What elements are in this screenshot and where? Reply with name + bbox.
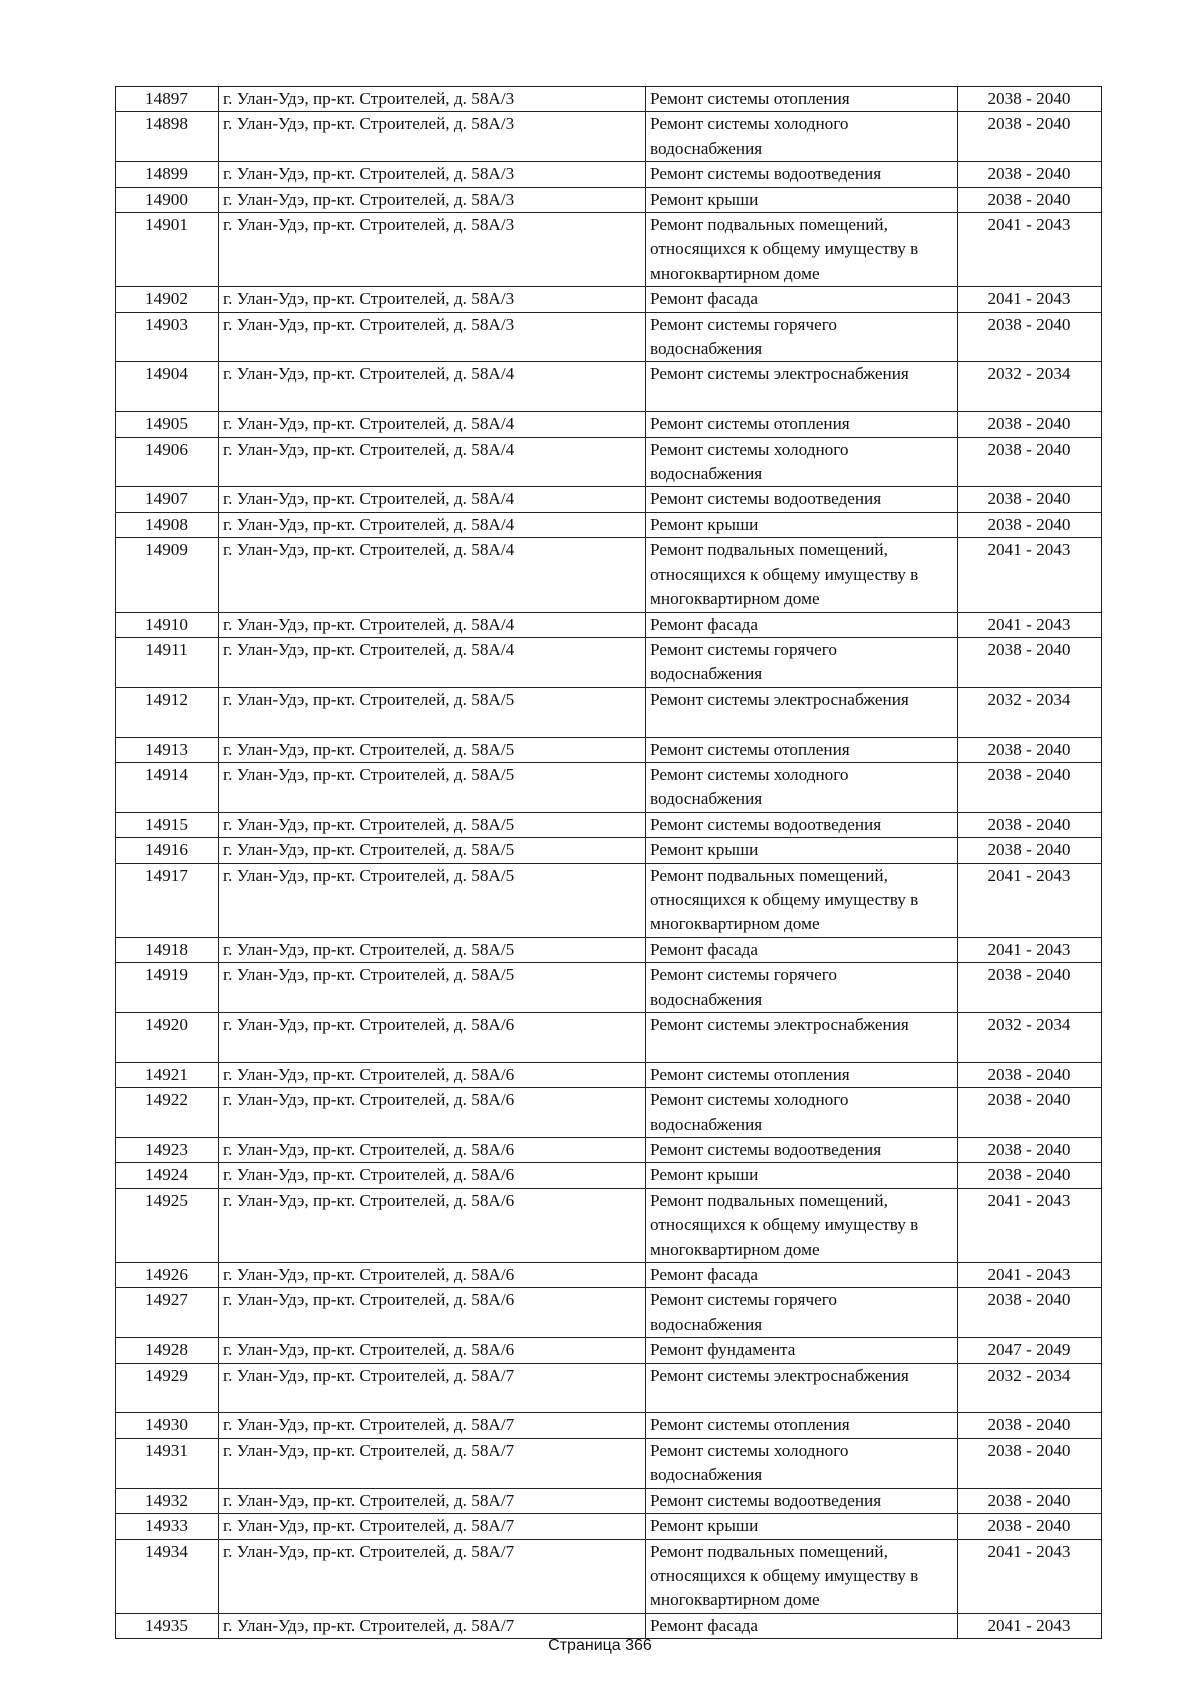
row-number-cell: 14919	[116, 963, 219, 1013]
work-type-cell: Ремонт подвальных помещений, относящихся к общему имуществу в многоквартирном доме	[646, 1188, 958, 1262]
row-number-cell: 14929	[116, 1363, 219, 1413]
row-number-cell: 14905	[116, 412, 219, 437]
period-cell: 2038 - 2040	[958, 437, 1102, 487]
row-number-cell: 14934	[116, 1539, 219, 1613]
work-type-cell: Ремонт подвальных помещений, относящихся к общему имуществу в многоквартирном доме	[646, 863, 958, 937]
work-type-cell: Ремонт фундамента	[646, 1338, 958, 1363]
address-cell: г. Улан-Удэ, пр-кт. Строителей, д. 58А/3	[219, 187, 646, 212]
row-number-cell: 14904	[116, 362, 219, 412]
row-number-cell: 14926	[116, 1263, 219, 1288]
address-cell: г. Улан-Удэ, пр-кт. Строителей, д. 58А/6	[219, 1088, 646, 1138]
table-row	[116, 412, 1102, 437]
address-cell: г. Улан-Удэ, пр-кт. Строителей, д. 58А/3	[219, 162, 646, 187]
work-type-cell: Ремонт крыши	[646, 1163, 958, 1188]
work-type-cell: Ремонт системы холодного водоснабжения	[646, 1438, 958, 1488]
period-cell: 2041 - 2043	[958, 937, 1102, 962]
table-row	[116, 187, 1102, 212]
period-cell: 2032 - 2034	[958, 1013, 1102, 1063]
period-cell: 2038 - 2040	[958, 87, 1102, 112]
address-cell: г. Улан-Удэ, пр-кт. Строителей, д. 58А/4	[219, 437, 646, 487]
row-number-cell: 14912	[116, 687, 219, 737]
address-cell: г. Улан-Удэ, пр-кт. Строителей, д. 58А/5	[219, 687, 646, 737]
period-cell: 2047 - 2049	[958, 1338, 1102, 1363]
address-cell: г. Улан-Удэ, пр-кт. Строителей, д. 58А/6	[219, 1013, 646, 1063]
row-number-cell: 14921	[116, 1062, 219, 1087]
period-cell: 2041 - 2043	[958, 1188, 1102, 1262]
table-row	[116, 1363, 1102, 1413]
period-cell: 2038 - 2040	[958, 737, 1102, 762]
work-type-cell: Ремонт фасада	[646, 612, 958, 637]
table-row	[116, 863, 1102, 937]
table-row	[116, 437, 1102, 487]
address-cell: г. Улан-Удэ, пр-кт. Строителей, д. 58А/5	[219, 838, 646, 863]
period-cell: 2038 - 2040	[958, 1514, 1102, 1539]
row-number-cell: 14920	[116, 1013, 219, 1063]
row-number-cell: 14928	[116, 1338, 219, 1363]
period-cell: 2038 - 2040	[958, 1288, 1102, 1338]
work-type-cell: Ремонт подвальных помещений, относящихся к общему имуществу в многоквартирном доме	[646, 1539, 958, 1613]
table-row	[116, 1488, 1102, 1513]
row-number-cell: 14909	[116, 538, 219, 612]
row-number-cell: 14923	[116, 1138, 219, 1163]
repair-schedule-table	[115, 86, 1102, 1639]
address-cell: г. Улан-Удэ, пр-кт. Строителей, д. 58А/7	[219, 1613, 646, 1638]
work-type-cell: Ремонт системы электроснабжения	[646, 1363, 958, 1413]
row-number-cell: 14917	[116, 863, 219, 937]
address-cell: г. Улан-Удэ, пр-кт. Строителей, д. 58А/5	[219, 762, 646, 812]
work-type-cell: Ремонт системы отопления	[646, 412, 958, 437]
table-row	[116, 687, 1102, 737]
work-type-cell: Ремонт системы холодного водоснабжения	[646, 437, 958, 487]
table-row	[116, 362, 1102, 412]
address-cell: г. Улан-Удэ, пр-кт. Строителей, д. 58А/5	[219, 812, 646, 837]
work-type-cell: Ремонт крыши	[646, 838, 958, 863]
row-number-cell: 14903	[116, 312, 219, 362]
row-number-cell: 14911	[116, 637, 219, 687]
period-cell: 2038 - 2040	[958, 487, 1102, 512]
work-type-cell: Ремонт крыши	[646, 512, 958, 537]
address-cell: г. Улан-Удэ, пр-кт. Строителей, д. 58А/5	[219, 863, 646, 937]
work-type-cell: Ремонт системы электроснабжения	[646, 362, 958, 412]
work-type-cell: Ремонт системы горячего водоснабжения	[646, 312, 958, 362]
address-cell: г. Улан-Удэ, пр-кт. Строителей, д. 58А/4	[219, 487, 646, 512]
work-type-cell: Ремонт системы электроснабжения	[646, 1013, 958, 1063]
work-type-cell: Ремонт фасада	[646, 1613, 958, 1638]
period-cell: 2038 - 2040	[958, 812, 1102, 837]
work-type-cell: Ремонт подвальных помещений, относящихся к общему имуществу в многоквартирном доме	[646, 213, 958, 287]
table-row	[116, 1514, 1102, 1539]
work-type-cell: Ремонт крыши	[646, 1514, 958, 1539]
address-cell: г. Улан-Удэ, пр-кт. Строителей, д. 58А/7	[219, 1488, 646, 1513]
address-cell: г. Улан-Удэ, пр-кт. Строителей, д. 58А/4	[219, 612, 646, 637]
row-number-cell: 14913	[116, 737, 219, 762]
address-cell: г. Улан-Удэ, пр-кт. Строителей, д. 58А/6	[219, 1263, 646, 1288]
row-number-cell: 14910	[116, 612, 219, 637]
address-cell: г. Улан-Удэ, пр-кт. Строителей, д. 58А/7	[219, 1438, 646, 1488]
address-cell: г. Улан-Удэ, пр-кт. Строителей, д. 58А/3	[219, 112, 646, 162]
work-type-cell: Ремонт системы холодного водоснабжения	[646, 1088, 958, 1138]
row-number-cell: 14908	[116, 512, 219, 537]
table-row	[116, 312, 1102, 362]
table-row	[116, 538, 1102, 612]
address-cell: г. Улан-Удэ, пр-кт. Строителей, д. 58А/7	[219, 1539, 646, 1613]
period-cell: 2032 - 2034	[958, 687, 1102, 737]
work-type-cell: Ремонт фасада	[646, 937, 958, 962]
table-row	[116, 762, 1102, 812]
row-number-cell: 14927	[116, 1288, 219, 1338]
address-cell: г. Улан-Удэ, пр-кт. Строителей, д. 58А/4	[219, 637, 646, 687]
work-type-cell: Ремонт фасада	[646, 1263, 958, 1288]
work-type-cell: Ремонт крыши	[646, 187, 958, 212]
row-number-cell: 14902	[116, 287, 219, 312]
row-number-cell: 14906	[116, 437, 219, 487]
address-cell: г. Улан-Удэ, пр-кт. Строителей, д. 58А/4	[219, 412, 646, 437]
work-type-cell: Ремонт системы отопления	[646, 1062, 958, 1087]
period-cell: 2038 - 2040	[958, 187, 1102, 212]
work-type-cell: Ремонт системы водоотведения	[646, 1488, 958, 1513]
work-type-cell: Ремонт системы отопления	[646, 1413, 958, 1438]
address-cell: г. Улан-Удэ, пр-кт. Строителей, д. 58А/3	[219, 87, 646, 112]
row-number-cell: 14933	[116, 1514, 219, 1539]
address-cell: г. Улан-Удэ, пр-кт. Строителей, д. 58А/3	[219, 312, 646, 362]
work-type-cell: Ремонт системы горячего водоснабжения	[646, 637, 958, 687]
row-number-cell: 14924	[116, 1163, 219, 1188]
address-cell: г. Улан-Удэ, пр-кт. Строителей, д. 58А/5	[219, 963, 646, 1013]
table-row	[116, 1138, 1102, 1163]
address-cell: г. Улан-Удэ, пр-кт. Строителей, д. 58А/7	[219, 1363, 646, 1413]
row-number-cell: 14900	[116, 187, 219, 212]
work-type-cell: Ремонт системы холодного водоснабжения	[646, 112, 958, 162]
table-row	[116, 112, 1102, 162]
row-number-cell: 14935	[116, 1613, 219, 1638]
table-row	[116, 612, 1102, 637]
period-cell: 2038 - 2040	[958, 312, 1102, 362]
period-cell: 2038 - 2040	[958, 1488, 1102, 1513]
table-row	[116, 812, 1102, 837]
address-cell: г. Улан-Удэ, пр-кт. Строителей, д. 58А/3	[219, 213, 646, 287]
row-number-cell: 14930	[116, 1413, 219, 1438]
page-number: Страница 366	[548, 1637, 652, 1654]
row-number-cell: 14907	[116, 487, 219, 512]
table-row	[116, 1539, 1102, 1613]
period-cell: 2038 - 2040	[958, 1138, 1102, 1163]
table-row	[116, 937, 1102, 962]
address-cell: г. Улан-Удэ, пр-кт. Строителей, д. 58А/6	[219, 1338, 646, 1363]
period-cell: 2041 - 2043	[958, 213, 1102, 287]
table-row	[116, 1188, 1102, 1262]
row-number-cell: 14914	[116, 762, 219, 812]
period-cell: 2038 - 2040	[958, 1088, 1102, 1138]
period-cell: 2038 - 2040	[958, 162, 1102, 187]
period-cell: 2038 - 2040	[958, 963, 1102, 1013]
table-row	[116, 1338, 1102, 1363]
table-row	[116, 213, 1102, 287]
work-type-cell: Ремонт системы холодного водоснабжения	[646, 762, 958, 812]
table-row	[116, 637, 1102, 687]
table-row	[116, 512, 1102, 537]
work-type-cell: Ремонт системы электроснабжения	[646, 687, 958, 737]
period-cell: 2038 - 2040	[958, 412, 1102, 437]
address-cell: г. Улан-Удэ, пр-кт. Строителей, д. 58А/6	[219, 1188, 646, 1262]
address-cell: г. Улан-Удэ, пр-кт. Строителей, д. 58А/6	[219, 1163, 646, 1188]
address-cell: г. Улан-Удэ, пр-кт. Строителей, д. 58А/5	[219, 937, 646, 962]
period-cell: 2038 - 2040	[958, 637, 1102, 687]
table-row	[116, 1163, 1102, 1188]
work-type-cell: Ремонт системы водоотведения	[646, 487, 958, 512]
row-number-cell: 14898	[116, 112, 219, 162]
period-cell: 2038 - 2040	[958, 512, 1102, 537]
period-cell: 2041 - 2043	[958, 1263, 1102, 1288]
table-row	[116, 1438, 1102, 1488]
period-cell: 2038 - 2040	[958, 838, 1102, 863]
address-cell: г. Улан-Удэ, пр-кт. Строителей, д. 58А/4	[219, 362, 646, 412]
period-cell: 2032 - 2034	[958, 362, 1102, 412]
address-cell: г. Улан-Удэ, пр-кт. Строителей, д. 58А/6	[219, 1288, 646, 1338]
work-type-cell: Ремонт системы горячего водоснабжения	[646, 963, 958, 1013]
row-number-cell: 14899	[116, 162, 219, 187]
row-number-cell: 14931	[116, 1438, 219, 1488]
address-cell: г. Улан-Удэ, пр-кт. Строителей, д. 58А/7	[219, 1514, 646, 1539]
table-row	[116, 1413, 1102, 1438]
address-cell: г. Улан-Удэ, пр-кт. Строителей, д. 58А/6	[219, 1062, 646, 1087]
address-cell: г. Улан-Удэ, пр-кт. Строителей, д. 58А/4	[219, 512, 646, 537]
work-type-cell: Ремонт фасада	[646, 287, 958, 312]
table-row	[116, 487, 1102, 512]
work-type-cell: Ремонт системы водоотведения	[646, 812, 958, 837]
row-number-cell: 14922	[116, 1088, 219, 1138]
table-row	[116, 838, 1102, 863]
work-type-cell: Ремонт системы отопления	[646, 737, 958, 762]
period-cell: 2041 - 2043	[958, 612, 1102, 637]
table-row	[116, 737, 1102, 762]
work-type-cell: Ремонт системы водоотведения	[646, 162, 958, 187]
table-row	[116, 87, 1102, 112]
work-type-cell: Ремонт системы отопления	[646, 87, 958, 112]
table-row	[116, 287, 1102, 312]
period-cell: 2032 - 2034	[958, 1363, 1102, 1413]
row-number-cell: 14932	[116, 1488, 219, 1513]
address-cell: г. Улан-Удэ, пр-кт. Строителей, д. 58А/4	[219, 538, 646, 612]
row-number-cell: 14897	[116, 87, 219, 112]
period-cell: 2038 - 2040	[958, 1062, 1102, 1087]
period-cell: 2041 - 2043	[958, 863, 1102, 937]
table-row	[116, 1088, 1102, 1138]
period-cell: 2038 - 2040	[958, 762, 1102, 812]
address-cell: г. Улан-Удэ, пр-кт. Строителей, д. 58А/6	[219, 1138, 646, 1163]
row-number-cell: 14916	[116, 838, 219, 863]
row-number-cell: 14925	[116, 1188, 219, 1262]
table-row	[116, 1263, 1102, 1288]
table-row	[116, 1013, 1102, 1063]
address-cell: г. Улан-Удэ, пр-кт. Строителей, д. 58А/7	[219, 1413, 646, 1438]
period-cell: 2038 - 2040	[958, 1438, 1102, 1488]
address-cell: г. Улан-Удэ, пр-кт. Строителей, д. 58А/3	[219, 287, 646, 312]
period-cell: 2041 - 2043	[958, 538, 1102, 612]
work-type-cell: Ремонт системы горячего водоснабжения	[646, 1288, 958, 1338]
period-cell: 2041 - 2043	[958, 1539, 1102, 1613]
period-cell: 2038 - 2040	[958, 112, 1102, 162]
row-number-cell: 14918	[116, 937, 219, 962]
period-cell: 2038 - 2040	[958, 1163, 1102, 1188]
period-cell: 2041 - 2043	[958, 1613, 1102, 1638]
work-type-cell: Ремонт подвальных помещений, относящихся к общему имуществу в многоквартирном доме	[646, 538, 958, 612]
period-cell: 2038 - 2040	[958, 1413, 1102, 1438]
table-row	[116, 162, 1102, 187]
table-row	[116, 1062, 1102, 1087]
period-cell: 2041 - 2043	[958, 287, 1102, 312]
table-row	[116, 963, 1102, 1013]
address-cell: г. Улан-Удэ, пр-кт. Строителей, д. 58А/5	[219, 737, 646, 762]
table-row	[116, 1288, 1102, 1338]
table-row	[116, 1613, 1102, 1638]
row-number-cell: 14915	[116, 812, 219, 837]
row-number-cell: 14901	[116, 213, 219, 287]
work-type-cell: Ремонт системы водоотведения	[646, 1138, 958, 1163]
